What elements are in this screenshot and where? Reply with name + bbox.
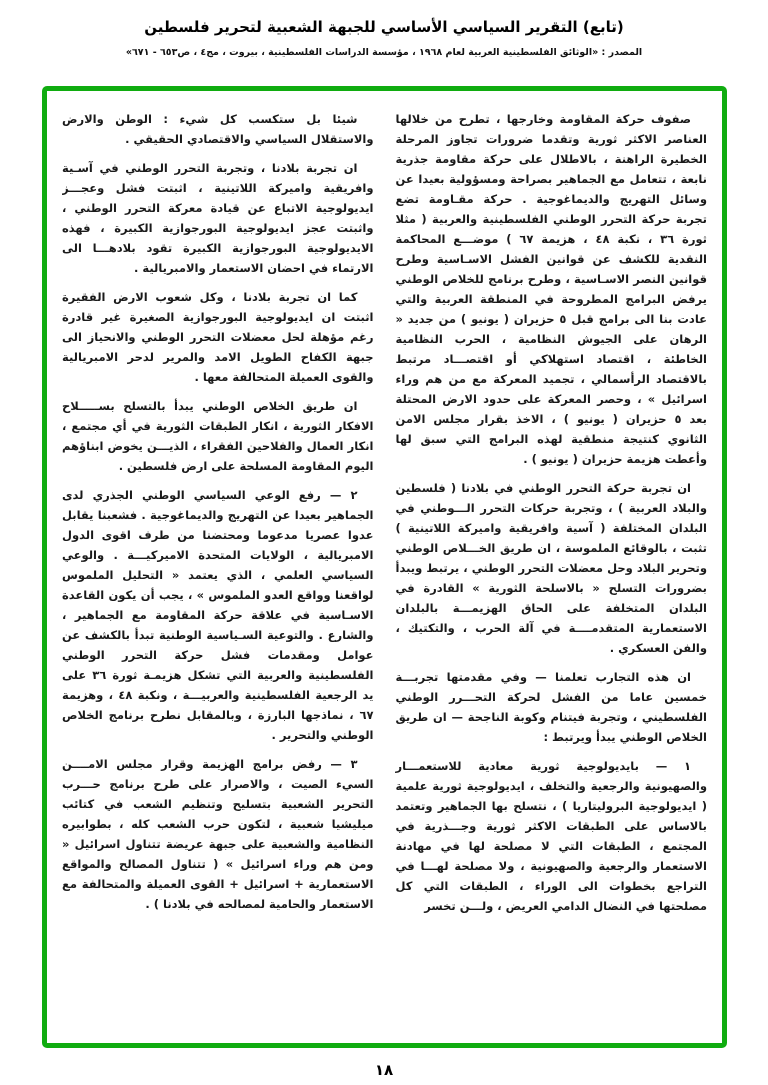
text-columns <box>62 109 707 1031</box>
paragraph-right-1: صفوف حركة المقاومة وخارجها ، تطرح من خلالها العناصر الاكثر ثورية وتقدما ضرورات تجاوز المرحلة الخطيرة الراهنة ، بالاطلال على حركة مقاومة جذرية نابعة ، تتعامل مع الجماهير بصراحة ومسؤولية بعيدا عن وسائل التهريج والديماغوجية . حركة مقـاومة تضع تجربة حركة التحرر الوطني الفلسطينية والعربية ( مثلا ثورة ٣٦ ، نكبة ٤٨ ، هزيمة ٦٧ ) موضـــع المحاكمة النقدية للكشف عن قوانين الفشل الاسـاسية وطرح قوانين النصر الاسـاسية ، وطرح برنامج للخلاص الوطني يرفض البرامج المطروحة في المنطقة العربية والتي عادت بنا الى برامج قبل ٥ حزيران ( يونيو ) من جديد « الرهان على الجيوش النظامية ، الحرب النظامية الخاطئة ، اقتصاد استهلاكي أو اقتصـــاد مرتبط بالاقتصاد الرأسمالي ، تجميد المعركة مع من هم وراء اسرائيل » ، وحصر المعركة على حدود الارض المحتلة بعد ٥ حزيران ( يونيو ) ، الاخذ بقرار مجلس الامن الثانوي كنتيجة منطقية لهذه البرامج التي سبق لها وأعطت هزيمة حزيران ( يونيو ) . <box>395 112 707 466</box>
document-title: (تابع) التقرير السياسي الأساسي للجبهة الشعبية لتحرير فلسطين <box>144 18 624 36</box>
paragraph-left-5: ٢ — رفع الوعي السياسي الوطني الجذري لدى الجماهير بعيدا عن التهريج والديماغوجية . فشعبنا يقابل عدوا عصريا مدعوما ومحتضنا من طرف اقوى الدول الامبريالية ، الولايات المتحدة الاميركيـــة . والوعي السياسي العلمي ، الذي يعتمد « التحليل الملموس لواقعنا وواقع العدو الملموس » ، يجب أن يكون القاعدة الاسـاسية في علاقة حركة المقاومة مع الجماهير ، والشارع . والتوعية السـياسية الوطنية تبدأ بالكشف عن عوامل ومقدمات فشل حركة التحرر الوطني الفلسطينية والعربية التي تشكل هزيمـة ثورة ٣٦ على يد الرجعية الفلسطينية والعربيـــة ، ونكبة ٤٨ ، وهزيمة ٦٧ ، نماذجها البارزة ، وبالمقابل نطرح برنامج الخلاص الوطني والتحرير . <box>62 488 374 742</box>
column-right <box>396 109 708 1031</box>
paragraph-left-4: ان طريق الخلاص الوطني يبدأ بالتسلح بســـــلاح الافكار الثورية ، انكار الطبقات الثورية في أي مجتمع ، انكار العمال والفلاحين الفقراء ، الذيـــن يخوض ابناؤهم اليوم المقاومة المسلحة على ارض فلسطين . <box>62 399 374 473</box>
paragraph-right-4: ١ — بايديولوجية ثورية معادية للاستعمـــار والصهيونية والرجعية والتخلف ، ايديولوجية ثورية علمية ( ايديولوجية البروليتاريا ) ، نتسلح بها الجماهير وتعتمد بالاساس على الطبقات الاكثر ثورية وجـــذرية في المجتمع ، الطبقات التي لا مصلحة لها في مهادنة الاستعمار والرجعية والصهيونية ، ولا مصلحة لهـــا في التراجع بخطوات الى الوراء ، الطبقات التي كل مصلحتها في النضال الدامي العريض ، ولـــن تخسر <box>395 759 707 913</box>
paragraph-right-2: ان تجربة حركة التحرر الوطني في بلادنا ( فلسطين والبلاد العربية ) ، وتجربة حركات التحرر الـــوطني في البلدان المختلفة ( آسية وافريقية واميركة اللاتينية ) تثبت ، بالوقائع الملموسة ، ان طريق الخـــلاص الوطني وتحرير البلاد وحل معضلات التحرر الوطني ، يرتبط ويبدأ بضرورات التسلح « بالاسلحة الثورية » القادرة في البلدان المتخلفة على الحاق الهزيمـــة بالبلدان الاستعمارية المتقدمــــة في آلة الحرب ، والتكتيك ، والفن العسكري . <box>395 481 707 655</box>
paragraph-left-1: شيئا بل ستكسب كل شيء : الوطن والارض والاستقلال السياسي والاقتصادي الحقيقي . <box>62 112 374 146</box>
column-left <box>62 109 374 1031</box>
green-border-frame <box>42 86 727 1048</box>
document-source-line: المصدر : «الوثائق الفلسطينية العربية لعام ١٩٦٨ ، مؤسسة الدراسات الفلسطينية ، بيروت ، مج٤ ، ص٦٥٣ - ٦٧١» <box>125 47 643 58</box>
paragraph-left-6: ٣ — رفض برامج الهزيمة وقرار مجلس الامــــن السيء الصيت ، والاصرار على طرح برنامج حـــرب التحرير الشعبية بتسليح وتنظيم الشعب في كتائب ميليشيا شعبية ، لتكون حرب الشعب كله ، بطوابيره النظامية والشعبية على جبهة عريضة تتناول اسرائيل « ومن هم وراء اسرائيل » ( تتناول المصالح والمواقع الاستعمارية + اسرائيل + القوى العميلة والمتحالفة مع الاستعمار والحامية لمصالحه في بلادنا ) . <box>62 757 374 911</box>
paragraph-left-2: ان تجربة بلادنا ، وتجربة التحرر الوطني في آسـية وافريقية واميركة اللاتينية ، اثبتت فشل وعجـــز ايديولوجية الاتباع عن قيادة معركة التحرر الوطني ، واثبتت عجز ايديولوجية البورجوازية الكبيرة ، فهذه الايديولوجية البورجوازية الكبيرة تقود بلادهـــا الى الارتماء في احضان الاستعمار والامبريالية . <box>62 161 374 275</box>
paragraph-left-3: كما ان تجربة بلادنا ، وكل شعوب الارض الفقيرة اثبتت ان ايديولوجية البورجوازية الصغيرة غير قادرة رغم مؤهلة لحل معضلات التحرر الوطني والانحياز الى جبهة الكفاح الطويل الامد والمرير لدحر الامبريالية والقوى العميلة المتحالفة معها . <box>62 290 374 384</box>
page-number: ١٨ <box>374 1061 394 1079</box>
paragraph-right-3: ان هذه التجارب تعلمنا — وفي مقدمتها تجربـــة خمسين عاما من الفشل لحركة التحـــرر الوطني الفلسطيني ، وتجربة فيتنام وكوبة الناجحة — ان طريق الخلاص الوطني يبدأ ويرتبط : <box>395 670 707 744</box>
